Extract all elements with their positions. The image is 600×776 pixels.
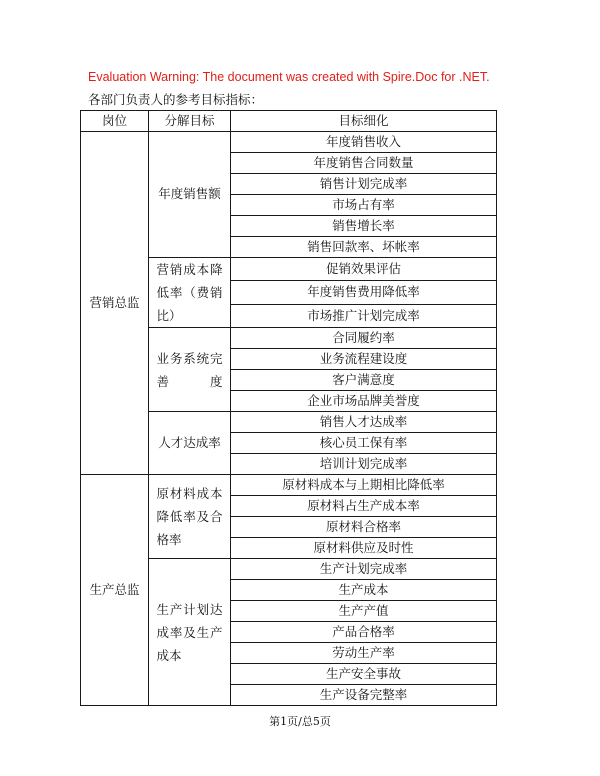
target-cell — [149, 258, 231, 328]
position-cell: 营销总监 — [81, 132, 149, 475]
target-cell — [149, 328, 231, 412]
detail-cell: 销售计划完成率 — [231, 174, 497, 195]
detail-cell: 市场占有率 — [231, 195, 497, 216]
detail-cell: 生产产值 — [231, 601, 497, 622]
detail-cell: 市场推广计划完成率 — [231, 304, 497, 327]
table-row — [81, 132, 497, 153]
detail-cell: 原材料供应及时性 — [231, 538, 497, 559]
table-row — [81, 475, 497, 496]
detail-cell: 销售回款率、坏帐率 — [231, 237, 497, 258]
indicator-table — [80, 110, 497, 706]
detail-cell: 原材料占生产成本率 — [231, 496, 497, 517]
position-cell: 生产总监 — [81, 475, 149, 706]
detail-cell: 年度销售费用降低率 — [231, 281, 497, 304]
target-text: 业务系统完善度 — [156, 350, 223, 389]
detail-cell: 业务流程建设度 — [231, 349, 497, 370]
page-footer: 第1页/总5页 — [269, 715, 331, 728]
header-position: 岗位 — [81, 111, 149, 132]
target-cell — [149, 475, 231, 559]
target-cell: 年度销售额 — [149, 132, 231, 258]
detail-cell: 合同履约率 — [231, 328, 497, 349]
evaluation-warning: Evaluation Warning: The document was created with Spire.Doc for .NET. — [88, 70, 490, 84]
detail-cell: 产品合格率 — [231, 622, 497, 643]
detail-cell: 企业市场品牌美誉度 — [231, 391, 497, 412]
target-text: 生产计划达成率及生产成本 — [156, 601, 223, 663]
target-cell: 人才达成率 — [149, 412, 231, 475]
detail-cell: 生产安全事故 — [231, 664, 497, 685]
header-row — [81, 111, 497, 132]
detail-cell: 生产计划完成率 — [231, 559, 497, 580]
detail-cell: 生产设备完整率 — [231, 685, 497, 706]
detail-cell: 核心员工保有率 — [231, 433, 497, 454]
detail-cell: 年度销售合同数量 — [231, 153, 497, 174]
detail-cell: 销售增长率 — [231, 216, 497, 237]
target-text: 营销成本降低率（费销比） — [156, 262, 223, 324]
detail-cell: 原材料成本与上期相比降低率 — [231, 475, 497, 496]
detail-cell: 生产成本 — [231, 580, 497, 601]
detail-cell: 劳动生产率 — [231, 643, 497, 664]
header-detail: 目标细化 — [231, 111, 497, 132]
intro-text: 各部门负责人的参考目标指标： — [88, 92, 264, 107]
detail-cell: 销售人才达成率 — [231, 412, 497, 433]
header-target: 分解目标 — [149, 111, 231, 132]
detail-cell: 培训计划完成率 — [231, 454, 497, 475]
detail-cell: 原材料合格率 — [231, 517, 497, 538]
detail-cell: 促销效果评估 — [231, 258, 497, 281]
target-text: 原材料成本降低率及合格率 — [156, 486, 223, 548]
detail-cell: 年度销售收入 — [231, 132, 497, 153]
target-cell — [149, 559, 231, 706]
detail-cell: 客户满意度 — [231, 370, 497, 391]
